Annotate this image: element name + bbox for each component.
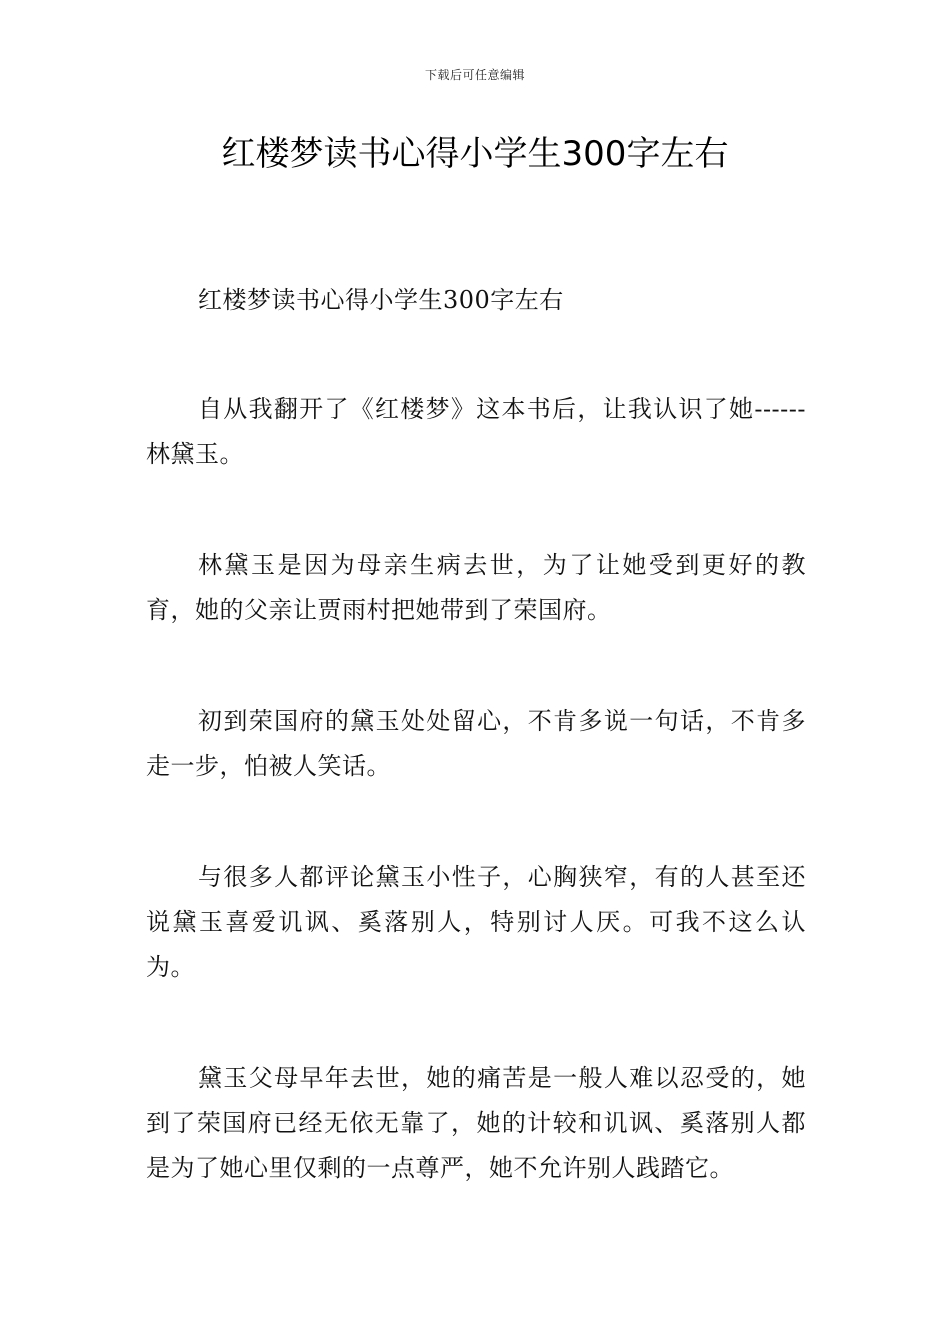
paragraph: 与很多人都评论黛玉小性子，心胸狭窄，有的人甚至还说黛玉喜爱讥讽、奚落别人，特别讨人厌。可我不这么认为。 (146, 863, 806, 981)
document-title: 红楼梦读书心得小学生300字左右 (221, 134, 729, 174)
paragraph: 黛玉父母早年去世，她的痛苦是一般人难以忍受的，她到了荣国府已经无依无靠了，她的计较和讥讽、奚落别人都是为了她心里仅剩的一点尊严，她不允许别人践踏它。 (146, 1064, 806, 1182)
header-note: 下载后可任意编辑 (424, 68, 525, 82)
paragraph: 林黛玉是因为母亲生病去世，为了让她受到更好的教育，她的父亲让贾雨村把她带到了荣国府。 (146, 551, 806, 624)
paragraph: 自从我翻开了《红楼梦》这本书后，让我认识了她------林黛玉。 (146, 395, 806, 468)
paragraph-subtitle: 红楼梦读书心得小学生300字左右 (198, 286, 564, 314)
document-body (146, 278, 806, 1257)
paragraph: 初到荣国府的黛玉处处留心，不肯多说一句话，不肯多走一步，怕被人笑话。 (146, 707, 806, 780)
